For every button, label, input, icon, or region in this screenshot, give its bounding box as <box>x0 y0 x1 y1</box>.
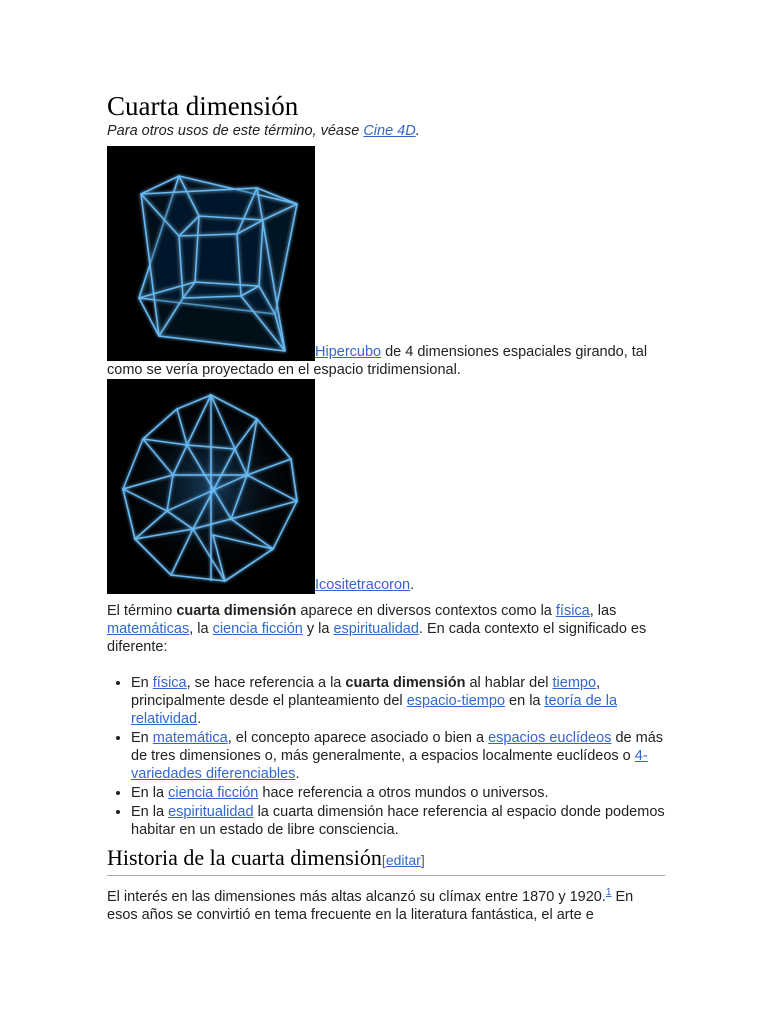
bold-term: cuarta dimensión <box>176 603 297 619</box>
text: , las <box>589 603 617 619</box>
text: En la <box>131 804 169 820</box>
text: En la <box>131 785 169 801</box>
list-item <box>131 674 665 728</box>
text: En <box>131 675 153 691</box>
text: El término <box>107 603 177 619</box>
icositetrachoron-image[interactable] <box>107 379 315 594</box>
link-matematicas[interactable]: matemáticas <box>107 621 190 637</box>
link-ciencia-ficcion[interactable]: ciencia ficción <box>168 785 259 801</box>
hatnote-prefix: Para otros usos de este término, véase <box>107 123 364 139</box>
link-fisica[interactable]: física <box>555 603 590 619</box>
page-title: Cuarta dimensión <box>107 91 299 121</box>
link-espiritualidad[interactable]: espiritualidad <box>168 804 254 820</box>
text: . En cada contexto el significado es diferente: <box>107 621 647 655</box>
list-item <box>131 784 665 802</box>
edit-section-link[interactable]: editar <box>385 852 421 868</box>
link-teoria-relatividad[interactable]: teoría de la relatividad <box>131 693 618 727</box>
figure-caption-icositetrachoron: . <box>410 577 415 593</box>
link-4-variedades[interactable]: 4-variedades diferenciables <box>131 748 648 782</box>
history-paragraph <box>107 888 665 924</box>
hatnote-suffix: . <box>415 123 420 139</box>
text: en la <box>505 693 545 709</box>
figure-link-hipercubo[interactable]: Hipercubo <box>315 344 382 360</box>
hypercube-image[interactable] <box>107 146 315 361</box>
text: , principalmente desde el planteamiento del <box>131 675 601 709</box>
hatnote-link-cine-4d[interactable]: Cine 4D <box>363 123 416 139</box>
text: y la <box>302 621 334 637</box>
text: , el concepto aparece asociado o bien a <box>227 730 489 746</box>
edit-section <box>382 852 425 868</box>
list-item <box>131 729 665 783</box>
hatnote <box>107 122 665 140</box>
text: la cuarta dimensión hace referencia al espacio donde podemos habitar en un estado de libre consciencia. <box>131 804 665 838</box>
text: En <box>131 730 153 746</box>
figure-link-icositetracoron[interactable]: Icositetracoron <box>315 577 411 593</box>
link-ciencia-ficcion[interactable]: ciencia ficción <box>212 621 303 637</box>
text: , se hace referencia a la <box>186 675 346 691</box>
article <box>107 90 665 924</box>
text: , la <box>189 621 213 637</box>
intro-paragraph <box>107 602 665 656</box>
bracket: [ <box>381 852 386 868</box>
figure-icositetrachoron <box>107 379 665 594</box>
list-item <box>131 803 665 839</box>
text: hace referencia a otros mundos o universos. <box>258 785 549 801</box>
link-espacios-euclideos[interactable]: espacios euclídeos <box>488 730 612 746</box>
link-tiempo[interactable]: tiempo <box>552 675 597 691</box>
reference-link[interactable]: 1 <box>605 887 612 899</box>
section-heading-text: Historia de la cuarta dimensión <box>107 845 382 870</box>
contexts-list <box>107 674 665 839</box>
text: al hablar del <box>465 675 553 691</box>
text: aparece en diversos contextos como la <box>296 603 556 619</box>
text: . <box>197 711 202 727</box>
section-heading-historia <box>107 845 665 876</box>
link-fisica[interactable]: física <box>152 675 187 691</box>
figure-hypercube <box>107 146 665 379</box>
bold-term: cuarta dimensión <box>345 675 466 691</box>
link-espacio-tiempo[interactable]: espacio-tiempo <box>406 693 506 709</box>
text: de más de tres dimensiones o, más generalmente, a espacios localmente euclídeos o <box>131 730 664 764</box>
figure-caption-hypercube: de 4 dimensiones espaciales girando, tal como se vería proyectado en el espacio tridimensional. <box>107 344 648 378</box>
bracket: ] <box>420 852 425 868</box>
link-matematica[interactable]: matemática <box>152 730 228 746</box>
link-espiritualidad[interactable]: espiritualidad <box>333 621 419 637</box>
text: . <box>295 766 300 782</box>
text: El interés en las dimensiones más altas alcanzó su clímax entre 1870 y 1920. <box>107 889 606 905</box>
text: En esos años se convirtió en tema frecuente en la literatura fantástica, el arte e <box>107 889 634 923</box>
